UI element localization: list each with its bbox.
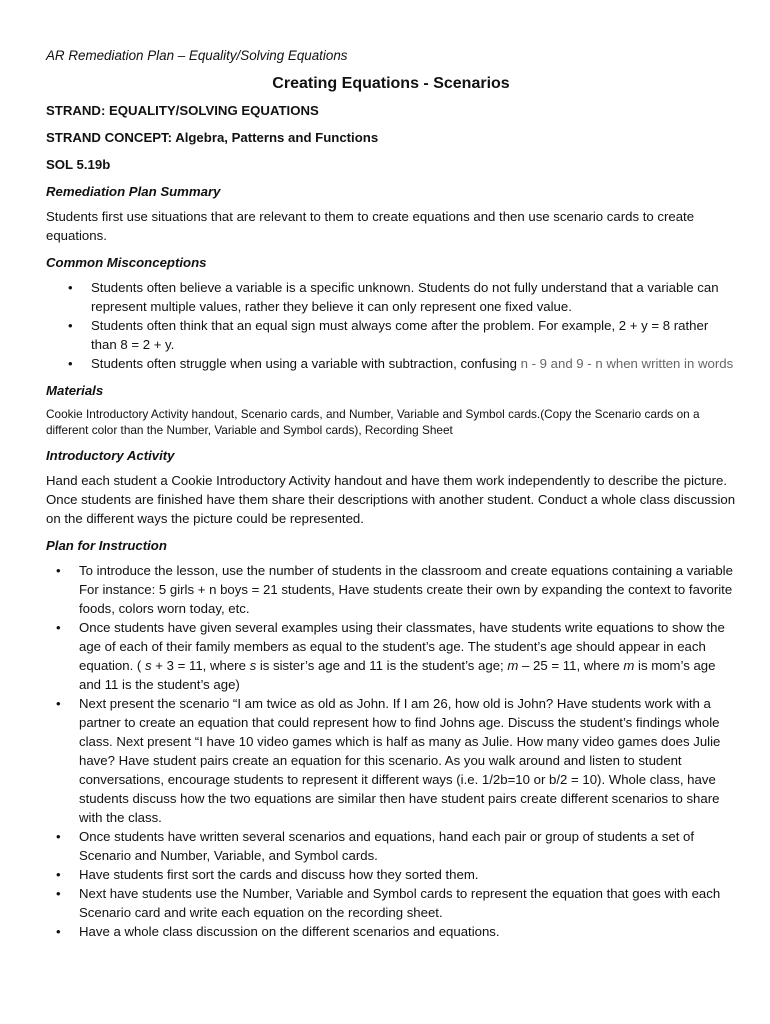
document-page — [46, 46, 736, 949]
list-item: • Have a whole class discussion on the different scenarios and equations. — [46, 922, 736, 941]
list-item — [46, 354, 736, 373]
plan-list — [46, 561, 736, 941]
variable-m: m — [623, 658, 635, 673]
misconceptions-list — [46, 278, 736, 373]
text-span: + 3 = 11, where — [151, 658, 250, 673]
text-span: is sister’s age and 11 is the student’s age; — [256, 658, 508, 673]
strand-concept-line: STRAND CONCEPT: Algebra, Patterns and Functions — [46, 130, 379, 145]
materials-text: Cookie Introductory Activity handout, Scenario cards, and Number, Variable and Symbol cards.(Copy the Scenario cards on a different color than the Number, Variable and Symbol cards), Recording Sheet — [46, 407, 700, 437]
summary-text: Students first use situations that are relevant to them to create equations and then use scenario cards to create equations. — [46, 209, 695, 243]
intro-text: Hand each student a Cookie Introductory Activity handout and have them work independently to describe the picture. Once students are finished have them share their descriptions with another student. Conduct a whole class discussion on the different ways the picture could be represented. — [46, 473, 736, 526]
intro-heading: Introductory Activity — [46, 448, 175, 463]
list-item: • To introduce the lesson, use the number of students in the classroom and create equations containing a variable For instance: 5 girls + n boys = 21 students, Have students create their own by expanding the context to favorite foods, colors worn today, etc. — [46, 561, 736, 618]
variable-m: m — [507, 658, 519, 673]
sol-line: SOL 5.19b — [46, 157, 111, 172]
summary-heading: Remediation Plan Summary — [46, 184, 221, 199]
text-span: Once students have given several examples using their classmates, have students write equations to show the age of each of their family members as equal to the student’s age. The student’s age should appear in each equation. ( — [79, 620, 725, 673]
list-item: • Next present the scenario “I am twice as old as John. If I am 26, how old is John? Have students work with a partner to create an equation that could represent how to find Johns age. Discuss the student’s findings whole class. Next present “I have 10 video games which is half as many as Julie. How many video games does Julie have? Have student pairs create an equation for this scenario. As you walk around and listen to student conversations, encourage students to represent it different ways (i.e. 1/2b=10 or b/2 = 10). Whole class, have students discuss how the two equations are similar then have student pairs create different scenarios to share with the class. — [46, 694, 736, 827]
list-item: • Have students first sort the cards and discuss how they sorted them. — [46, 865, 736, 884]
list-item-text: Students often struggle when using a variable with subtraction, confusing — [91, 356, 521, 371]
gray-example-text: n - 9 and 9 - n when written in words — [520, 356, 734, 371]
strand-line: STRAND: EQUALITY/SOLVING EQUATIONS — [46, 103, 319, 118]
materials-heading: Materials — [46, 383, 104, 398]
page-title: Creating Equations - Scenarios — [272, 75, 510, 92]
plan-heading: Plan for Instruction — [46, 538, 167, 553]
list-item: • Students often think that an equal sign must always come after the problem. For example, 2 + y = 8 rather than 8 = 2 + y. — [46, 316, 736, 354]
document-header: AR Remediation Plan – Equality/Solving Equations — [46, 48, 348, 63]
list-item: • Next have students use the Number, Variable and Symbol cards to represent the equation that goes with each Scenario card and write each equation on the recording sheet. — [46, 884, 736, 922]
text-span: – 25 = 11, where — [518, 658, 624, 673]
variable-s: s — [144, 658, 152, 673]
list-item: • Once students have written several scenarios and equations, hand each pair or group of students a set of Scenario and Number, Variable, and Symbol cards. — [46, 827, 736, 865]
list-item — [46, 618, 736, 694]
list-item: • Students often believe a variable is a specific unknown. Students do not fully understand that a variable can represent multiple values, rather they believe it can only represent one fixed value. — [46, 278, 736, 316]
variable-s: s — [249, 658, 257, 673]
misconceptions-heading: Common Misconceptions — [46, 255, 207, 270]
text-span: is mom’s age and 11 is the student’s age) — [79, 658, 716, 692]
